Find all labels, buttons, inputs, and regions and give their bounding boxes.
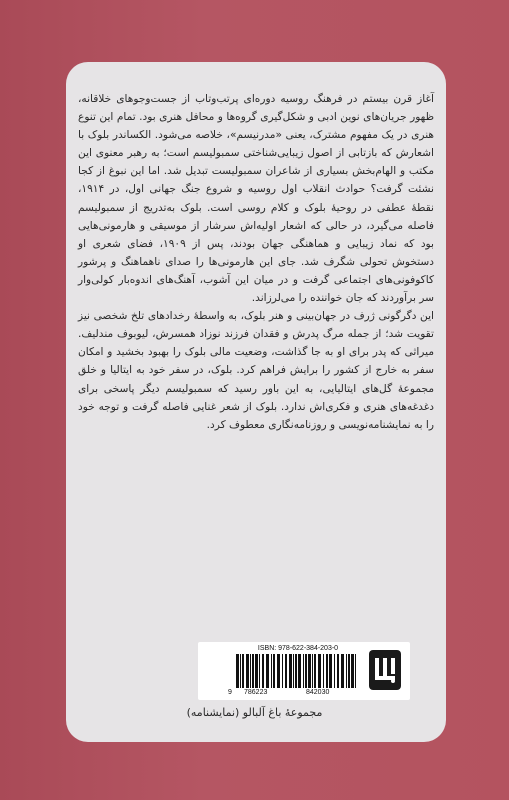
series-title: مجموعهٔ باغ آلبالو (نمایشنامه) bbox=[186, 706, 323, 719]
blurb-paragraph-1: آغاز قرن بیستم در فرهنگ روسیه دوره‌ای پرتب‌وتاب از جست‌وجوهای خلاقانه، ظهور جریان‌های نوین ادبی و شکل‌گیری گروه‌ها و محافل هنری بود. تمام این تنوع هنری در یک مفهوم مشترک، یعنی «مدرنیسم»، خلاصه می‌شود. الکساندر بلوک با اشعارش که بازتابی از اصول زیبایی‌شناختی سمبولیسم است؛ به رهبر معنوی این مکتب و الهام‌بخش بسیاری از شاعران سمبولیست تبدیل شد. اما این نبوغ از کجا نشئت گرفت؟ حوادث انقلاب اول روسیه و شروع جنگ جهانی اول، در ۱۹۱۴، نقطهٔ عطفی در روحیهٔ بلوک و کلام روسی است. بلوک به‌تدریج از سمبولیسم فاصله می‌گیرد، در حالی که اشعار اولیه‌اش سرشار از موسیقی و هارمونی‌هایی بود که نماد زیبایی و هماهنگی جهان بودند، پس از ۱۹۰۹، فضای شعری او دستخوش تحولی شگرف شد. جای این هارمونی‌ها را صدای ناهماهنگ و پرشور کاکوفونی‌های اجتماعی گرفت و در میان این آشوب، آهنگ‌های اندوه‌بار کولی‌وار سر برآوردند که جان خواننده را می‌لرزاند. bbox=[78, 93, 434, 305]
barcode-icon bbox=[236, 654, 360, 688]
barcode-left-digits: 786223 bbox=[244, 689, 268, 696]
isbn-label: ISBN: 978-622-384-203-0 bbox=[257, 645, 339, 652]
publisher-logo-icon bbox=[369, 650, 401, 690]
barcode-area bbox=[198, 642, 410, 700]
blurb-text bbox=[78, 90, 434, 434]
barcode-right-digits: 842030 bbox=[306, 689, 330, 696]
blurb-paragraph-2: این دگرگونی ژرف در جهان‌بینی و هنر بلوک، به واسطهٔ رخدادهای تلخ شخصی نیز تقویت شد؛ از جمله مرگ پدرش و فقدان فرزند نوزاد همسرش، لیوبوف مندلیف. میراثی که پدر برای او به جا گذاشت، وضعیت مالی بلوک را بهبود بخشید و امکان سفر به خارج از کشور را برایش فراهم کرد. بلوک، در سفر خود به ایتالیا و خلق مجموعهٔ گل‌های ایتالیایی، به این باور رسید که سمبولیسم دیگر پاسخی برای دغدغه‌های هنری و فکری‌اش ندارد. بلوک از شعر غنایی فاصله گرفت و توجه خود را به نمایشنامه‌نویسی و روزنامه‌نگاری معطوف کرد. bbox=[78, 310, 434, 431]
barcode-lead-digit: 9 bbox=[228, 689, 232, 696]
